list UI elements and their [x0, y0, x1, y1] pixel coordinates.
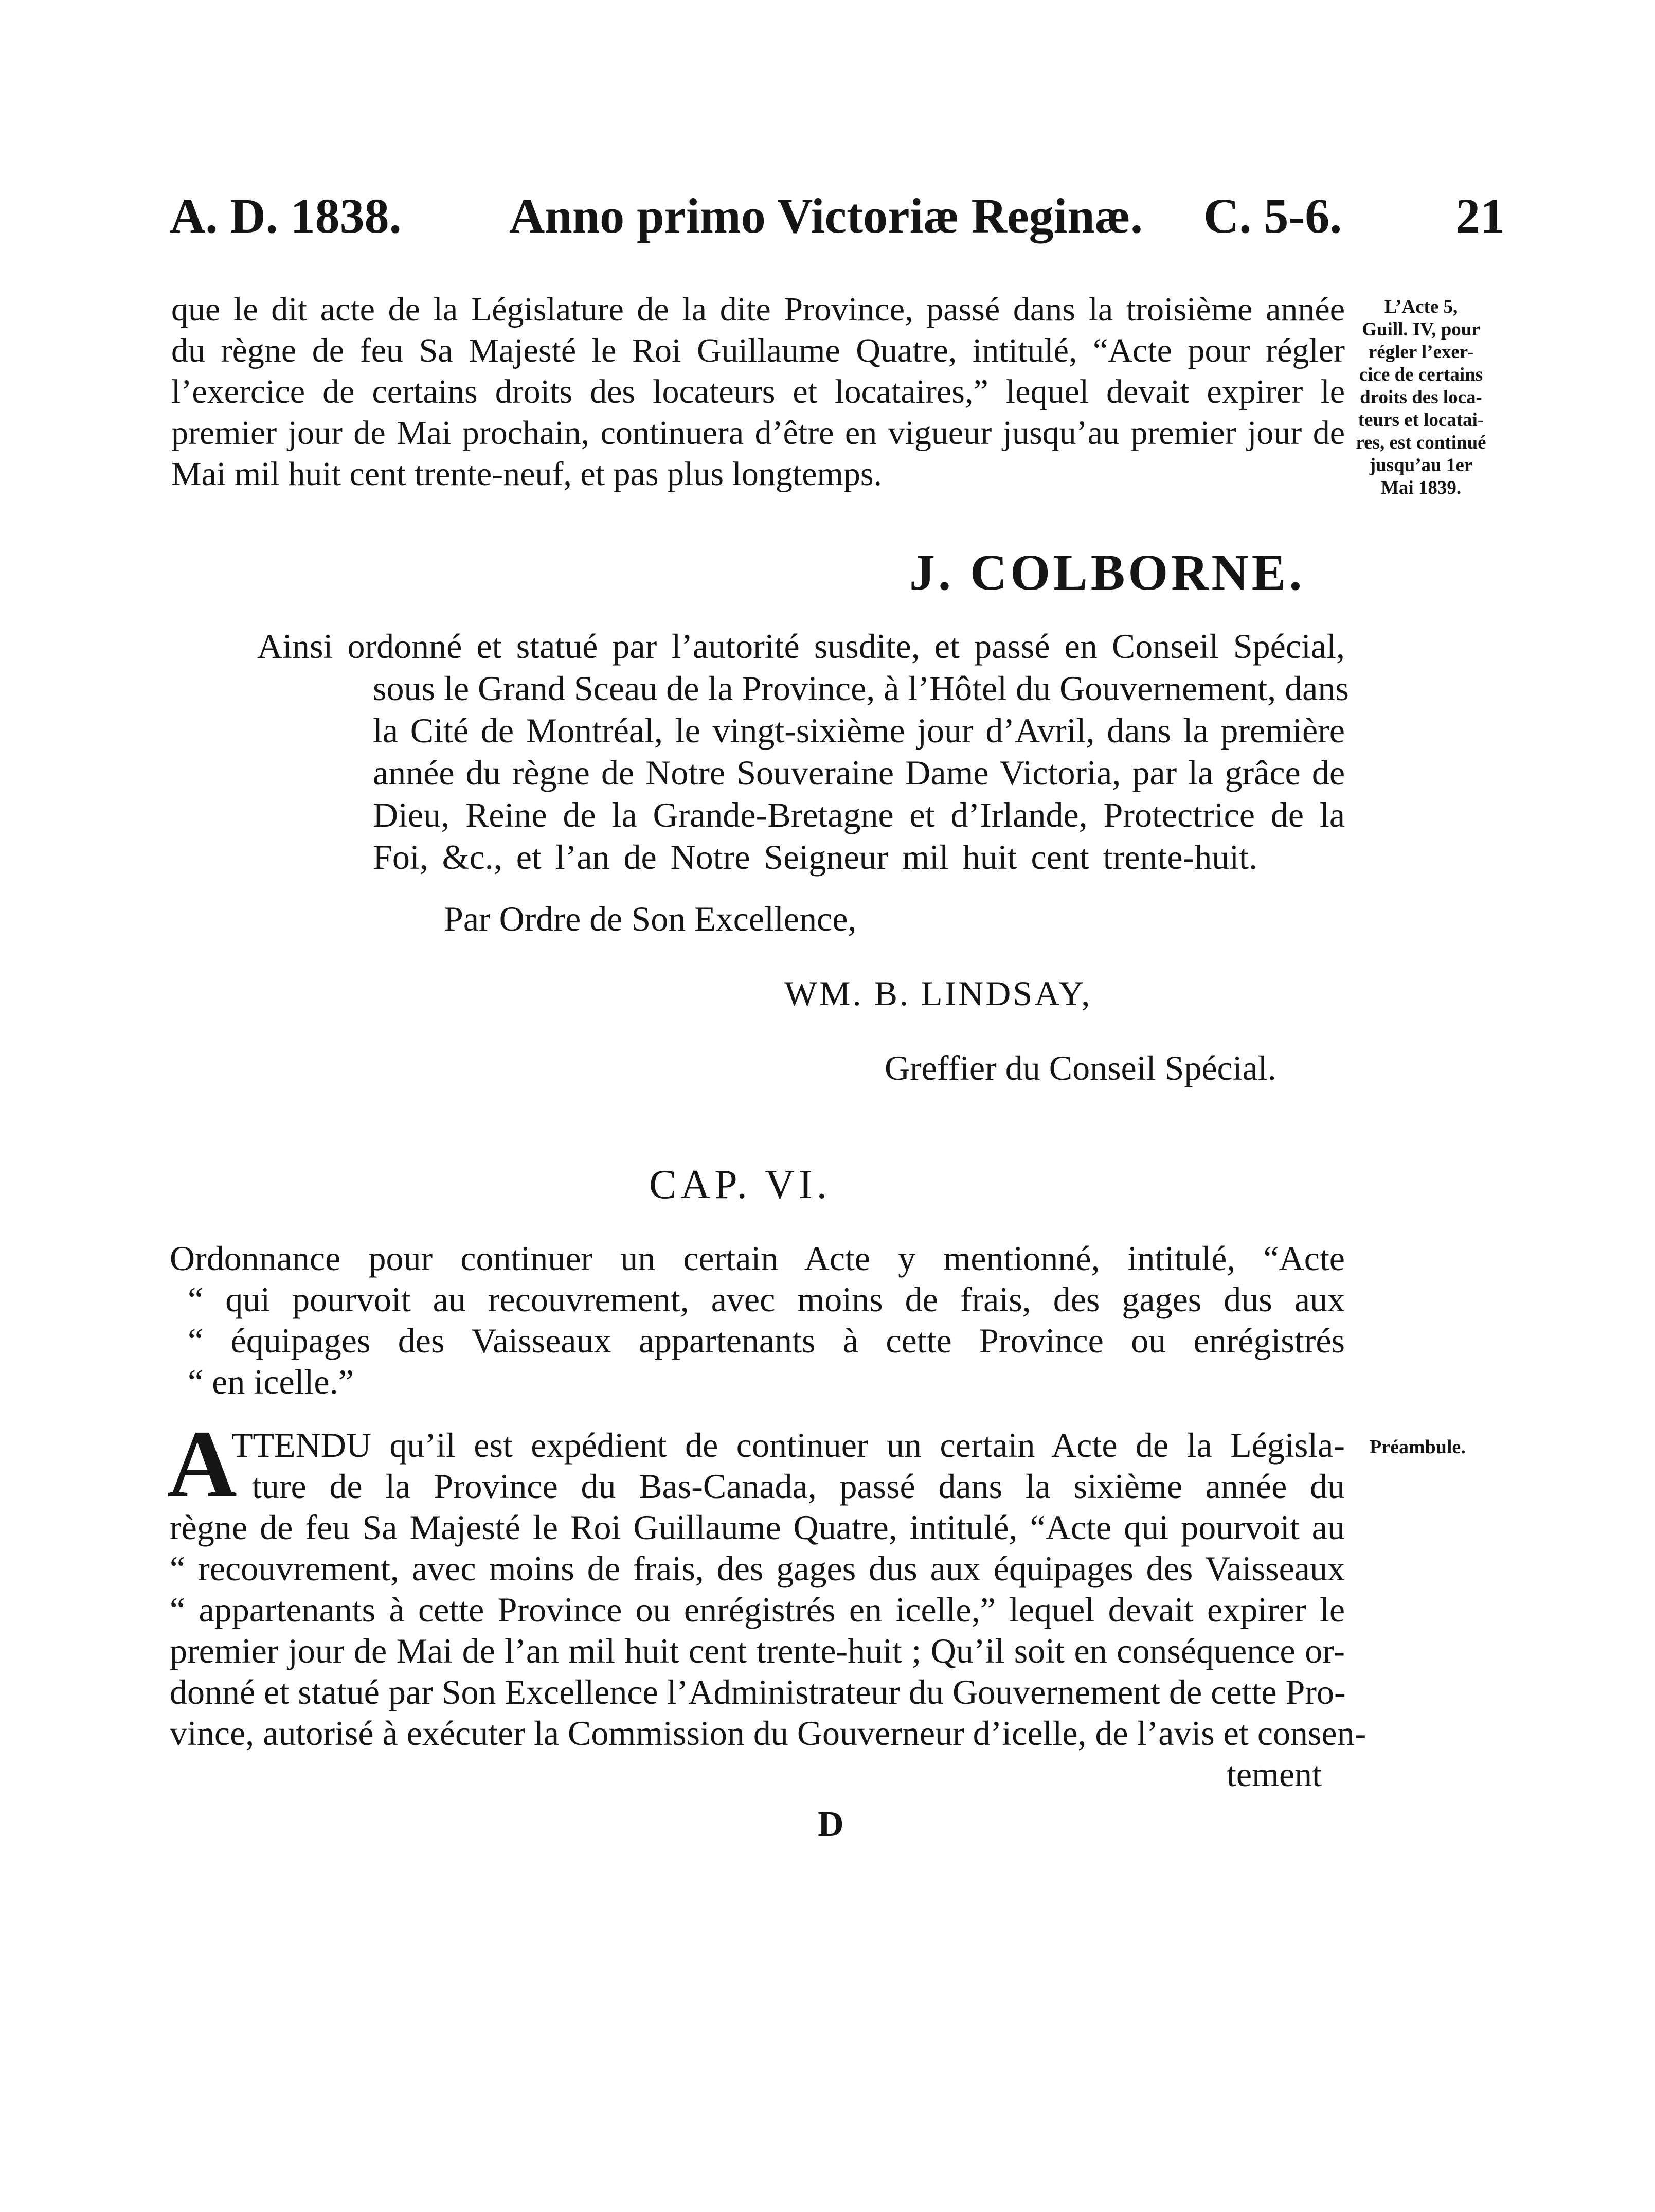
section-1-line: Mai mil huit cent trente-neuf, et pas plus longtemps.	[171, 455, 883, 493]
enactment-line: Foi, &c., et l’an de Notre Seigneur mil huit cent trente-huit.	[373, 837, 1257, 877]
preamble-line: ture de la Province du Bas-Canada, passé dans la sixième année du	[252, 1467, 1345, 1506]
section-1-line: du règne de feu Sa Majesté le Roi Guillaume Quatre, intitulé, “Acte pour régler	[171, 332, 1345, 369]
section-1-line: que le dit acte de la Législature de la dite Province, passé dans la troisième année	[171, 291, 1345, 328]
order-title: Greffier du Conseil Spécial.	[885, 1048, 1276, 1087]
catchword: tement	[1227, 1755, 1322, 1794]
preamble-line: “ appartenants à cette Province ou enrégistrés en icelle,” lequel devait expirer le	[170, 1590, 1345, 1629]
enactment-line: Dieu, Reine de la Grande-Bretagne et d’Irlande, Protectrice de la	[373, 795, 1345, 834]
preamble-line: donné et statué par Son Excellence l’Administrateur du Gouvernement de cette Pro-	[170, 1672, 1346, 1711]
header-chapter: C. 5-6.	[1203, 188, 1342, 243]
ordinance-title-line: “ en icelle.”	[188, 1362, 354, 1401]
margin-note-line: teurs et locatai-	[1358, 409, 1484, 431]
header-title: Anno primo Victoriæ Reginæ.	[509, 188, 1143, 243]
header-year: A. D. 1838.	[170, 188, 402, 243]
ordinance-title-line: Ordonnance pour continuer un certain Acte y mentionné, intitulé, “Acte	[170, 1239, 1345, 1278]
preamble-line: vince, autorisé à exécuter la Commission du Gouverneur d’icelle, de l’avis et consen-	[170, 1714, 1366, 1753]
preamble-line: “ recouvrement, avec moins de frais, des gages dus aux équipages des Vaisseaux	[170, 1549, 1345, 1588]
enactment-line: année du règne de Notre Souveraine Dame Victoria, par la grâce de	[373, 753, 1345, 792]
enactment-line: Ainsi ordonné et statué par l’autorité susdite, et passé en Conseil Spécial,	[257, 627, 1345, 666]
signature-colborne: J. COLBORNE.	[909, 544, 1305, 601]
preamble-line: TTENDU qu’il est expédient de continuer un certain Acte de la Législa-	[231, 1425, 1345, 1465]
section-1-line: premier jour de Mai prochain, continuera d’être en vigueur jusqu’au premier jour de	[171, 414, 1345, 452]
order-signer: WM. B. LINDSAY,	[784, 974, 1092, 1013]
preamble-line: premier jour de Mai de l’an mil huit cent trente-huit ; Qu’il soit en conséquence or-	[170, 1631, 1345, 1670]
drop-cap: A	[167, 1410, 237, 1518]
margin-note-line: régler l’exer-	[1368, 342, 1474, 363]
ordinance-title-line: “ équipages des Vaisseaux appartenants à cette Province ou enrégistrés	[188, 1321, 1345, 1360]
enactment-line: la Cité de Montréal, le vingt-sixième jour d’Avril, dans la première	[373, 711, 1345, 750]
page-number: 21	[1455, 188, 1505, 243]
preamble-margin-note: Préambule.	[1370, 1436, 1466, 1458]
section-1-line: l’exercice de certains droits des locateurs et locataires,” lequel devait expirer le	[171, 373, 1345, 411]
order-line: Par Ordre de Son Excellence,	[444, 899, 857, 938]
ordinance-title-line: “ qui pourvoit au recouvrement, avec moins de frais, des gages dus aux	[188, 1280, 1345, 1319]
margin-note-line: L’Acte 5,	[1384, 296, 1458, 317]
margin-note-line: droits des loca-	[1360, 387, 1482, 408]
margin-note-line: res, est continué	[1356, 432, 1486, 453]
preamble-line: règne de feu Sa Majesté le Roi Guillaume Quatre, intitulé, “Acte qui pourvoit au	[170, 1508, 1345, 1547]
cap-heading: CAP. VI.	[649, 1162, 831, 1207]
margin-note-line: jusqu’au 1er	[1369, 455, 1473, 476]
margin-note-line: Mai 1839.	[1380, 477, 1462, 498]
margin-note-line: Guill. IV, pour	[1362, 319, 1480, 340]
margin-note-line: cice de certains	[1359, 364, 1483, 385]
signature-mark: D	[818, 1805, 844, 1844]
enactment-line: sous le Grand Sceau de la Province, à l’Hôtel du Gouvernement, dans	[373, 669, 1349, 708]
